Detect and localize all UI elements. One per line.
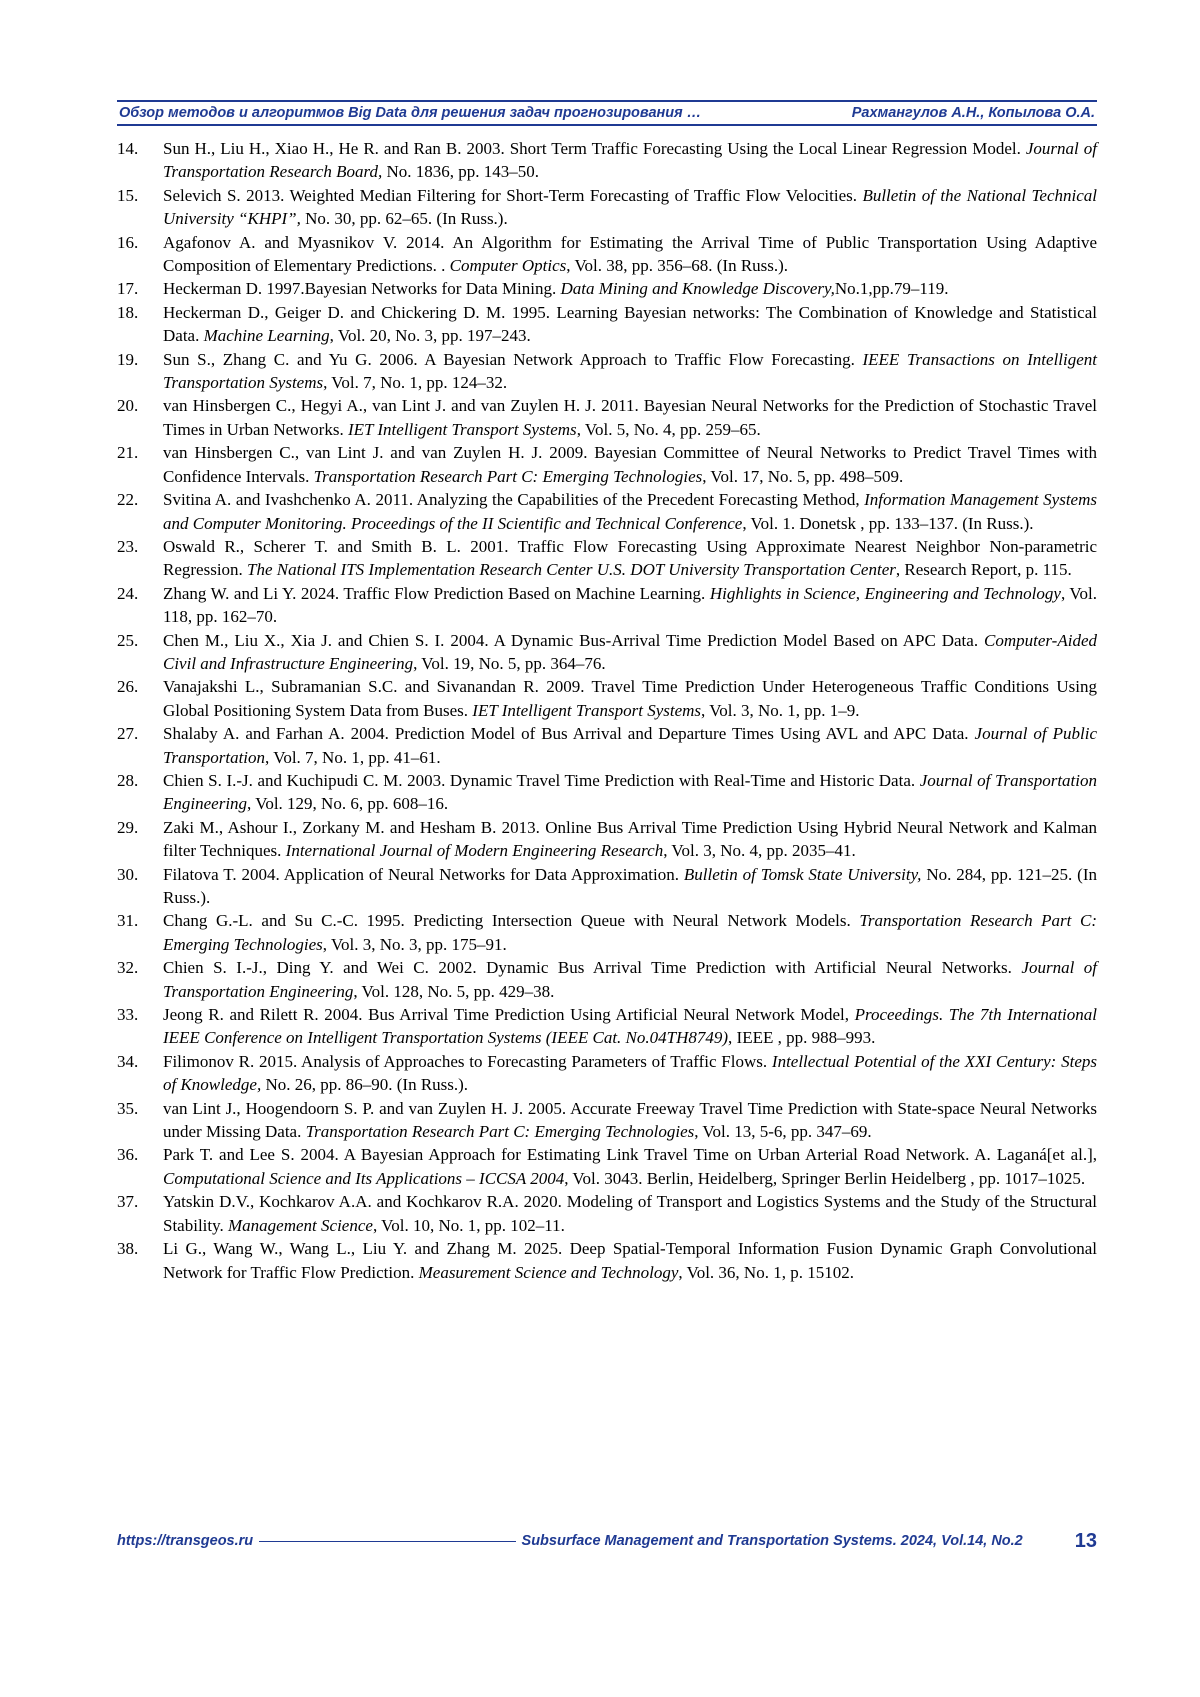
reference-segment: No. 1836, pp. 143–50. (382, 162, 540, 182)
reference-text (163, 301, 1097, 348)
reference-source: Transportation Research Part C: Emerging Technologies (305, 1122, 695, 1142)
footer-url[interactable]: https://transgeos.ru (117, 1533, 254, 1549)
reference-item (117, 137, 1097, 184)
reference-segment: , Vol. 10, No. 1, pp. 102–11. (372, 1215, 565, 1235)
reference-text (163, 1003, 1097, 1050)
reference-segment: Agafonov A. and Myasnikov V. 2014. An Algorithm for Estimating the Arrival Time of Public Transportation Using Adaptive Composition of Elementary Predictions. . (163, 232, 1097, 276)
reference-item (117, 1097, 1097, 1144)
reference-segment: , Vol. 36, No. 1, p. 15102. (678, 1262, 854, 1282)
reference-text (163, 675, 1097, 722)
running-header (117, 100, 1097, 126)
reference-number: 34. (117, 1051, 139, 1071)
reference-number: 33. (117, 1005, 139, 1025)
reference-segment: Sun S., Zhang C. and Yu G. 2006. A Bayesian Network Approach to Traffic Flow Forecasting. (163, 349, 863, 369)
reference-item (117, 394, 1097, 441)
reference-text (163, 441, 1097, 488)
reference-source: Journal of Transportation Engineering (163, 958, 1097, 1001)
reference-segment: Chen M., Liu X., Xia J. and Chien S. I. 2004. A Dynamic Bus-Arrival Time Prediction Model Based on APC Data. (163, 630, 985, 650)
reference-text (163, 582, 1097, 629)
reference-segment: Chien S. I.-J., Ding Y. and Wei C. 2002. Dynamic Bus Arrival Time Prediction with Artificial Neural Networks. (163, 958, 1022, 978)
reference-item (117, 231, 1097, 278)
reference-number: 31. (117, 911, 139, 931)
reference-segment: Selevich S. 2013. Weighted Median Filtering for Short-Term Forecasting of Traffic Flow Velocities. (163, 185, 863, 205)
reference-item (117, 184, 1097, 231)
reference-segment: Filatova T. 2004. Application of Neural Networks for Data Approximation. (163, 864, 684, 884)
reference-segment: , Vol. 3, No. 1, pp. 1–9. (701, 700, 860, 720)
reference-source: Proceedings. The 7th International IEEE Conference on Intelligent Transportation Systems (IEEE Cat. No.04TH8749) (163, 1005, 1097, 1048)
reference-number: 14. (117, 139, 139, 158)
reference-text (163, 184, 1097, 231)
reference-segment: Svitina A. and Ivashchenko A. 2011. Analyzing the Capabilities of the Precedent Forecasting Method, (163, 490, 865, 510)
reference-segment: , IEEE , pp. 988–993. (728, 1028, 876, 1048)
reference-segment: van Hinsbergen C., Hegyi A., van Lint J. and van Zuylen H. J. 2011. Bayesian Neural Networks for the Prediction of Stochastic Travel Times in Urban Networks. (163, 396, 1097, 439)
reference-segment: No. 284, pp. 121–25. (In Russ.). (163, 864, 1097, 907)
reference-number: 23. (117, 536, 139, 556)
reference-text (163, 1143, 1097, 1190)
reference-segment: , Vol. 129, No. 6, pp. 608–16. (247, 794, 449, 814)
reference-segment: Yatskin D.V., Kochkarov A.A. and Kochkarov R.A. 2020. Modeling of Transport and Logistics Systems and the Study of the Structural Stability. (163, 1192, 1097, 1235)
reference-segment: , Vol. 3043. Berlin, Heidelberg, Springer Berlin Heidelberg , pp. 1017–1025. (564, 1168, 1086, 1188)
reference-source: IET Intelligent Transport Systems (347, 419, 577, 439)
reference-segment: , Vol. 7, No. 1, pp. 124–32. (323, 373, 508, 393)
reference-item (117, 488, 1097, 535)
reference-segment: Heckerman D. 1997.Bayesian Networks for Data Mining. (163, 279, 561, 299)
reference-list (117, 137, 1097, 1284)
reference-number: 22. (117, 490, 139, 510)
reference-number: 26. (117, 677, 139, 697)
reference-source: Journal of Transportation Research Board, (163, 139, 1098, 182)
reference-source: Computer-Aided Civil and Infrastructure Engineering (163, 630, 1097, 673)
reference-segment: , Vol. 3, No. 3, pp. 175–91. (322, 934, 507, 954)
reference-item (117, 301, 1097, 348)
reference-segment: , Vol. 38, pp. 356–68. (In Russ.). (566, 256, 789, 276)
reference-text (163, 1050, 1097, 1097)
reference-item (117, 1143, 1097, 1190)
reference-number: 20. (117, 396, 139, 416)
reference-source: International Journal of Modern Engineering Research (285, 841, 664, 861)
reference-number: 18. (117, 302, 139, 322)
reference-source: Bulletin of the National Technical University “KHPI”, (163, 185, 1097, 229)
reference-number: 28. (117, 770, 139, 790)
reference-text (163, 348, 1097, 395)
running-footer (117, 1528, 1097, 1554)
reference-source: The National ITS Implementation Research Center U.S. DOT University Transportation Center (247, 560, 896, 580)
reference-number: 21. (117, 443, 139, 463)
reference-text (163, 863, 1097, 910)
reference-source: Transportation Research Part C: Emerging Technologies (313, 466, 703, 486)
reference-text (163, 488, 1097, 535)
reference-source: IET Intelligent Transport Systems (472, 700, 702, 720)
reference-text (163, 816, 1097, 863)
reference-item (117, 582, 1097, 629)
reference-item (117, 816, 1097, 863)
reference-segment: No.1,pp.79–119. (834, 279, 949, 299)
reference-item (117, 535, 1097, 582)
page-number: 13 (1074, 1529, 1097, 1552)
reference-segment: Heckerman D., Geiger D. and Chickering D. M. 1995. Learning Bayesian networks: The Combination of Knowledge and Statistical Data. (163, 302, 1097, 346)
reference-source: Journal of Public Transportation (163, 724, 1097, 767)
reference-text (163, 277, 1097, 300)
reference-source: Journal of Transportation Engineering (163, 770, 1098, 814)
reference-number: 16. (117, 232, 139, 252)
reference-segment: Filimonov R. 2015. Analysis of Approaches to Forecasting Parameters of Traffic Flows. (163, 1051, 772, 1071)
reference-segment: , Vol. 3, No. 4, pp. 2035–41. (663, 841, 856, 861)
reference-segment: Oswald R., Scherer T. and Smith B. L. 2001. Traffic Flow Forecasting Using Approximate Nearest Neighbor Non-parametric Regression. (163, 536, 1097, 580)
reference-item (117, 722, 1097, 769)
reference-source: Intellectual Potential of the XXI Century: Steps of Knowledge, (163, 1051, 1097, 1095)
reference-segment: No. 26, pp. 86–90. (In Russ.). (261, 1075, 469, 1095)
reference-segment: , Research Report, p. 115. (895, 560, 1072, 580)
reference-segment: Li G., Wang W., Wang L., Liu Y. and Zhang M. 2025. Deep Spatial-Temporal Information Fusion Dynamic Graph Convolutional Network for Traffic Flow Prediction. (163, 1239, 1097, 1282)
reference-item (117, 1050, 1097, 1097)
reference-text (163, 394, 1097, 441)
reference-number: 29. (117, 817, 139, 837)
reference-segment: , Vol. 118, pp. 162–70. (163, 583, 1097, 627)
reference-source: Machine Learning (203, 326, 330, 346)
reference-source: Management Science (228, 1215, 373, 1235)
header-title: Обзор методов и алгоритмов Big Data для решения задач прогнозирования … (119, 105, 702, 121)
reference-segment: Shalaby A. and Farhan A. 2004. Prediction Model of Bus Arrival and Departure Times Using AVL and APC Data. (163, 724, 975, 744)
reference-text (163, 909, 1097, 956)
reference-number: 32. (117, 958, 139, 978)
reference-segment: Chien S. I.-J. and Kuchipudi C. M. 2003. Dynamic Travel Time Prediction with Real-Time and Historic Data. (163, 770, 920, 790)
reference-segment: , Vol. 1. Donetsk , pp. 133–137. (In Russ.). (742, 513, 1034, 533)
reference-text (163, 722, 1097, 769)
reference-source: Computational Science and Its Applications – ICCSA 2004 (163, 1168, 565, 1188)
reference-segment: Chang G.-L. and Su C.-C. 1995. Predicting Intersection Queue with Neural Network Models. (163, 911, 860, 931)
reference-text (163, 956, 1097, 1003)
reference-segment: , Vol. 128, No. 5, pp. 429–38. (353, 981, 555, 1001)
reference-segment: Zaki M., Ashour I., Zorkany M. and Hesham B. 2013. Online Bus Arrival Time Prediction Using Hybrid Neural Network and Kalman filter Techniques. (163, 817, 1097, 861)
reference-number: 35. (117, 1098, 139, 1118)
reference-text (163, 137, 1097, 184)
reference-item (117, 909, 1097, 956)
reference-item (117, 348, 1097, 395)
reference-text (163, 1237, 1097, 1284)
reference-number: 15. (117, 185, 139, 205)
reference-source: Computer Optics (449, 256, 567, 276)
reference-item (117, 441, 1097, 488)
reference-segment: , Vol. 19, No. 5, pp. 364–76. (413, 653, 606, 673)
reference-text (163, 231, 1097, 278)
reference-number: 25. (117, 630, 139, 650)
reference-segment: van Lint J., Hoogendoorn S. P. and van Zuylen H. J. 2005. Accurate Freeway Travel Time Prediction with State-space Neural Networks under Missing Data. (163, 1098, 1097, 1142)
reference-item (117, 1237, 1097, 1284)
header-authors: Рахмангулов А.Н., Копылова О.А. (851, 105, 1095, 121)
reference-text (163, 1190, 1097, 1237)
reference-source: Information Management Systems and Computer Monitoring. Proceedings of the II Scientific and Technical Conference (163, 490, 1097, 533)
reference-text (163, 1097, 1097, 1144)
reference-segment: , Vol. 13, 5-6, pp. 347–69. (694, 1122, 872, 1142)
reference-number: 19. (117, 349, 139, 369)
reference-source: Bulletin of Tomsk State University, (683, 864, 922, 884)
reference-segment: , Vol. 7, No. 1, pp. 41–61. (265, 747, 441, 767)
reference-segment: Zhang W. and Li Y. 2024. Traffic Flow Prediction Based on Machine Learning. (163, 583, 710, 603)
footer-journal: Subsurface Management and Transportation Systems. 2024, Vol.14, No.2 (521, 1533, 1023, 1549)
reference-source: Data Mining and Knowledge Discovery, (560, 279, 835, 299)
reference-segment: , Vol. 17, No. 5, pp. 498–509. (702, 466, 904, 486)
reference-text (163, 535, 1097, 582)
reference-item (117, 769, 1097, 816)
reference-item (117, 956, 1097, 1003)
reference-segment: van Hinsbergen C., van Lint J. and van Zuylen H. J. 2009. Bayesian Committee of Neural Networks to Predict Travel Times with Confidence Intervals. (163, 443, 1097, 486)
reference-item (117, 675, 1097, 722)
reference-segment: Sun H., Liu H., Xiao H., He R. and Ran B. 2003. Short Term Traffic Forecasting Using the Local Linear Regression Model. (163, 139, 1026, 158)
reference-segment: Jeong R. and Rilett R. 2004. Bus Arrival Time Prediction Using Artificial Neural Network Model, (163, 1005, 855, 1025)
reference-segment: Park T. and Lee S. 2004. A Bayesian Approach for Estimating Link Travel Time on Urban Arterial Road Network. A. Laganá[et al.], (163, 1145, 1097, 1165)
reference-item (117, 277, 1097, 300)
reference-segment: , Vol. 20, No. 3, pp. 197–243. (329, 326, 531, 346)
reference-item (117, 863, 1097, 910)
reference-number: 38. (117, 1239, 139, 1259)
reference-source: Measurement Science and Technology (418, 1262, 679, 1282)
reference-source: Highlights in Science, Engineering and Technology (709, 583, 1061, 603)
reference-number: 24. (117, 583, 139, 603)
reference-text (163, 629, 1097, 676)
reference-text (163, 769, 1097, 816)
reference-segment: Vanajakshi L., Subramanian S.C. and Sivanandan R. 2009. Travel Time Prediction Under Heterogeneous Traffic Conditions Using Global Positioning System Data from Buses. (163, 677, 1097, 720)
reference-item (117, 1003, 1097, 1050)
reference-number: 36. (117, 1145, 139, 1165)
reference-item (117, 629, 1097, 676)
reference-source: Transportation Research Part C: Emerging Technologies (163, 911, 1097, 954)
reference-number: 30. (117, 864, 139, 884)
footer-rule (259, 1541, 515, 1542)
reference-segment: , Vol. 5, No. 4, pp. 259–65. (576, 419, 761, 439)
reference-item (117, 1190, 1097, 1237)
reference-source: IEEE Transactions on Intelligent Transportation Systems (163, 349, 1098, 393)
reference-number: 17. (117, 279, 139, 299)
reference-number: 27. (117, 724, 139, 744)
reference-segment: No. 30, pp. 62–65. (In Russ.). (300, 209, 508, 229)
reference-number: 37. (117, 1192, 139, 1212)
